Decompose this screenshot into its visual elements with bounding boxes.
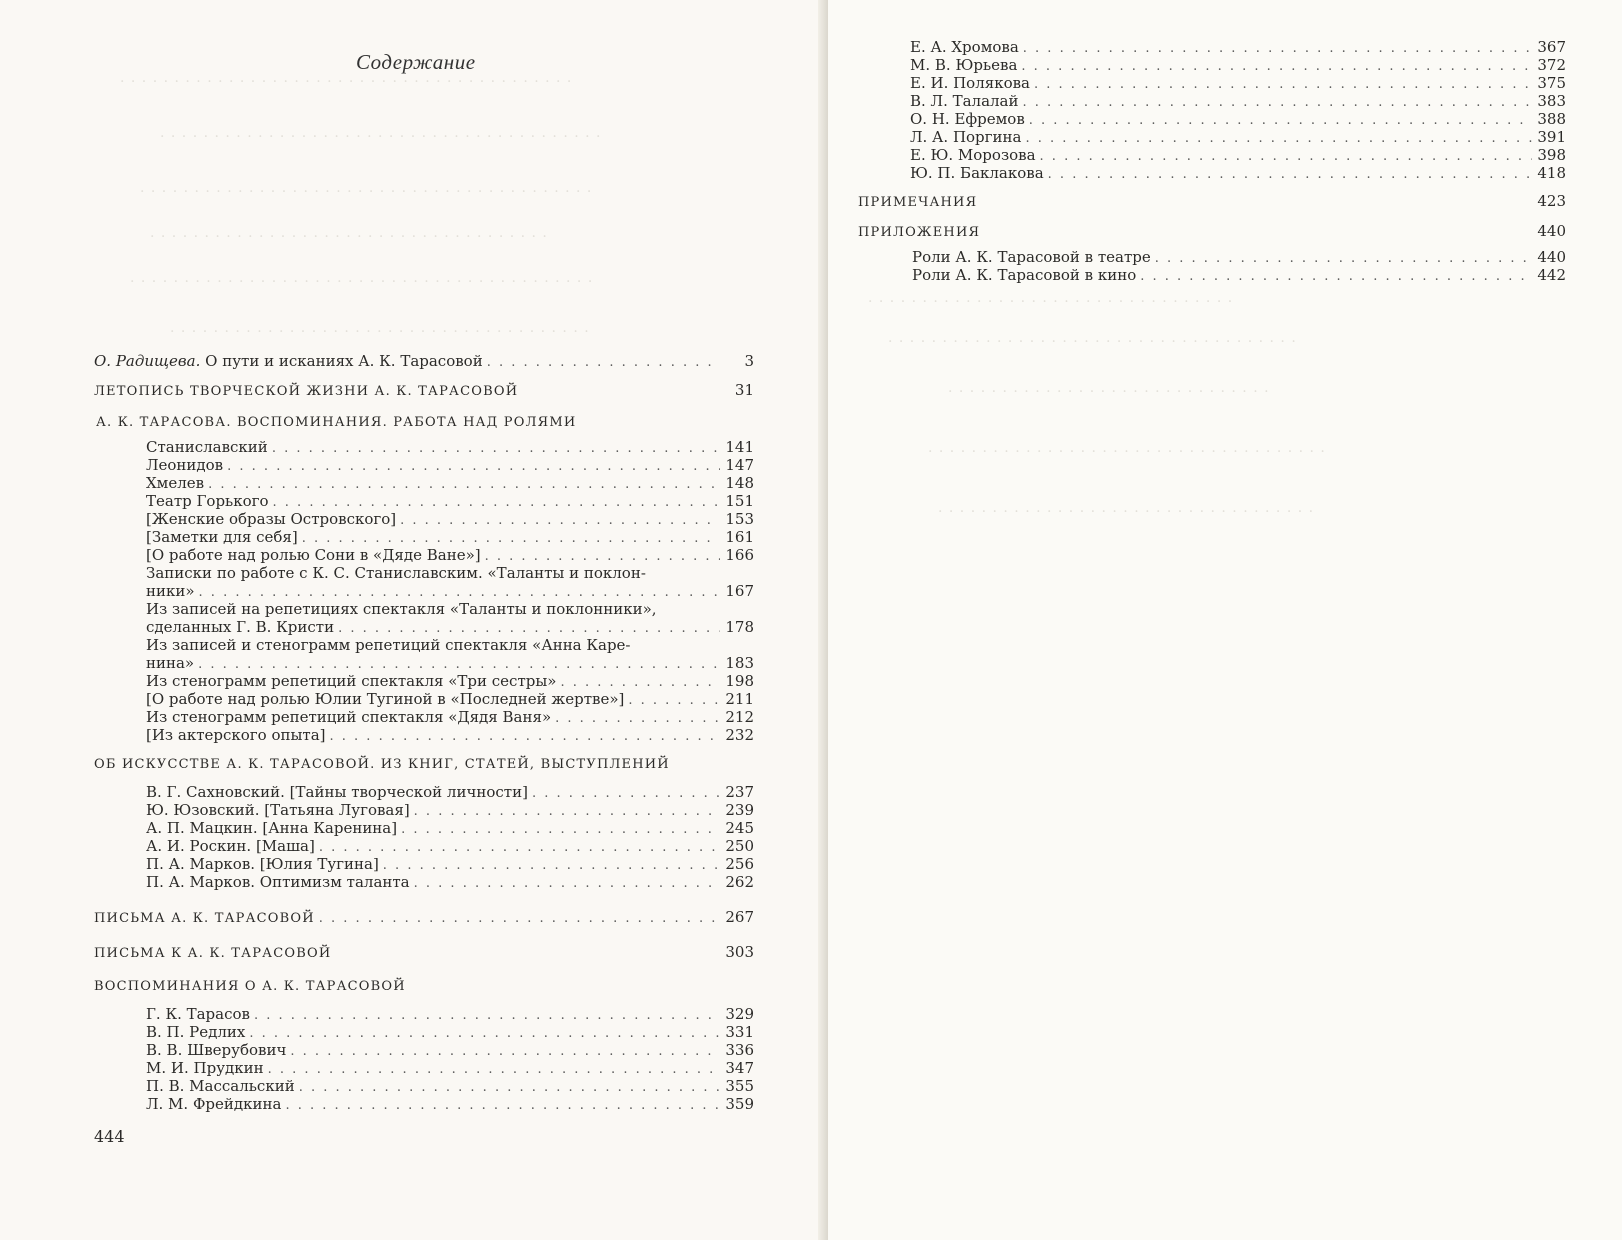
page-ref: 440 — [1537, 222, 1566, 240]
bleed-through-text: . . . . . . . . . . . . . . . . . . . . . . . . . . . . . . . . . . . . . . . . . . . — [130, 270, 594, 286]
toc-entry[interactable]: А. П. Мацкин. [Анна Каренина] . . . 245 — [146, 819, 754, 837]
toc-entry[interactable]: В. Г. Сахновский. [Тайны творческой личности] . . . 237 — [146, 783, 754, 801]
toc-entry-letters-to[interactable] — [94, 943, 754, 961]
toc-entry[interactable]: [Из актерского опыта] . . . 232 — [146, 726, 754, 744]
page-number: 444 — [94, 1127, 125, 1146]
section-title: ПРИМЕЧАНИЯ — [858, 195, 978, 210]
toc-entry-appendix[interactable] — [858, 222, 1566, 240]
bleed-through-text: . . . . . . . . . . . . . . . . . . . . . . . . . . . . . . . . . . . . . . . . . . — [140, 180, 593, 196]
bleed-through-text: . . . . . . . . . . . . . . . . . . . . . . . . . . . . . . — [948, 380, 1270, 396]
toc-entry[interactable]: Театр Горького . . . 151 — [146, 492, 754, 510]
page-ref: 31 — [734, 381, 754, 399]
toc-entry[interactable]: В. В. Шверубович . . . 336 — [146, 1041, 754, 1059]
toc-entry[interactable]: нина» . . . 183 — [146, 654, 754, 672]
bleed-through-text: . . . . . . . . . . . . . . . . . . . . . . . . . . . . . . . . . . . . . . . — [170, 320, 590, 336]
toc-entry[interactable]: [О работе над ролью Сони в «Дяде Ване»] . . . 166 — [146, 546, 754, 564]
toc-entry[interactable]: Е. И. Полякова . . . 375 — [910, 74, 1566, 92]
toc-entry[interactable]: [О работе над ролью Юлии Тугиной в «Последней жертве»] . . . 211 — [146, 690, 754, 708]
section-heading-memoirs: А. К. ТАРАСОВА. ВОСПОМИНАНИЯ. РАБОТА НАД РОЛЯМИ — [96, 415, 577, 430]
leader-dots — [487, 354, 720, 372]
section-title: ЛЕТОПИСЬ ТВОРЧЕСКОЙ ЖИЗНИ А. К. ТАРАСОВОЙ — [94, 384, 519, 399]
page-ref: 423 — [1537, 192, 1566, 210]
page-ref: 303 — [725, 943, 754, 961]
toc-entry[interactable]: Е. Ю. Морозова . . . 398 — [910, 146, 1566, 164]
toc-entry[interactable]: Ю. Юзовский. [Татьяна Луговая] . . . 239 — [146, 801, 754, 819]
toc-entry[interactable]: Леонидов . . . 147 — [146, 456, 754, 474]
toc-entry[interactable]: Роли А. К. Тарасовой в театре . . . 440 — [912, 248, 1566, 266]
intro-author: О. Радищева. — [94, 352, 201, 370]
toc-entry[interactable]: О. Н. Ефремов . . . 388 — [910, 110, 1566, 128]
toc-entry[interactable]: Е. А. Хромова . . . 367 — [910, 38, 1566, 56]
section-title: ПИСЬМА А. К. ТАРАСОВОЙ — [94, 911, 315, 926]
toc-entry[interactable]: Из стенограмм репетиций спектакля «Дядя Ваня» . . . 212 — [146, 708, 754, 726]
toc-entry[interactable]: Хмелев . . . 148 — [146, 474, 754, 492]
page-ref: 3 — [744, 352, 754, 370]
section-heading-art: ОБ ИСКУССТВЕ А. К. ТАРАСОВОЙ. ИЗ КНИГ, СТАТЕЙ, ВЫСТУПЛЕНИЙ — [94, 757, 670, 772]
toc-entry[interactable]: А. И. Роскин. [Маша] . . . 250 — [146, 837, 754, 855]
toc-entry[interactable]: Из стенограмм репетиций спектакля «Три сестры» . . . 198 — [146, 672, 754, 690]
toc-entry[interactable]: П. В. Массальский . . . 355 — [146, 1077, 754, 1095]
toc-entry[interactable]: М. В. Юрьева . . . 372 — [910, 56, 1566, 74]
toc-entry-line1: Записки по работе с К. С. Станиславским. «Таланты и поклон- — [146, 564, 646, 582]
bleed-through-text: . . . . . . . . . . . . . . . . . . . . . . . . . . . . . . . . . . . — [938, 500, 1315, 516]
bleed-through-text: . . . . . . . . . . . . . . . . . . . . . . . . . . . . . . . . . . . . . — [150, 225, 548, 241]
page-ref: 267 — [725, 908, 754, 926]
toc-entry[interactable]: [Женские образы Островского] . . . 153 — [146, 510, 754, 528]
toc-entry[interactable]: сделанных Г. В. Кристи . . . 178 — [146, 618, 754, 636]
toc-entry[interactable]: Станиславский . . . 141 — [146, 438, 754, 456]
toc-entry[interactable]: Л. А. Поргина . . . 391 — [910, 128, 1566, 146]
bleed-through-text: . . . . . . . . . . . . . . . . . . . . . . . . . . . . . . . . . . . . . . . . . — [160, 125, 602, 141]
toc-entry[interactable]: В. П. Редлих . . . 331 — [146, 1023, 754, 1041]
toc-entry-chronicle[interactable] — [94, 381, 754, 399]
toc-entry[interactable]: ники» . . . 167 — [146, 582, 754, 600]
toc-entry-letters-from[interactable] — [94, 908, 754, 926]
toc-entry[interactable]: П. А. Марков. Оптимизм таланта . . . 262 — [146, 873, 754, 891]
toc-entry[interactable]: Г. К. Тарасов . . . 329 — [146, 1005, 754, 1023]
page-title: Содержание — [356, 50, 476, 74]
toc-entry[interactable]: М. И. Прудкин . . . 347 — [146, 1059, 754, 1077]
section-title: ПИСЬМА К А. К. ТАРАСОВОЙ — [94, 946, 332, 961]
toc-entry[interactable]: Роли А. К. Тарасовой в кино . . . 442 — [912, 266, 1566, 284]
toc-entry-notes[interactable] — [858, 192, 1566, 210]
intro-title: О пути и исканиях А. К. Тарасовой — [205, 352, 483, 370]
toc-entry[interactable]: Ю. П. Баклакова . . . 418 — [910, 164, 1566, 182]
bleed-through-text: . . . . . . . . . . . . . . . . . . . . . . . . . . . . . . . . . . — [868, 290, 1234, 306]
toc-entry-line1: Из записей и стенограмм репетиций спектакля «Анна Каре- — [146, 636, 631, 654]
toc-entry[interactable]: П. А. Марков. [Юлия Тугина] . . . 256 — [146, 855, 754, 873]
right-page — [828, 0, 1622, 1240]
bleed-through-text: . . . . . . . . . . . . . . . . . . . . . . . . . . . . . . . . . . . . . . — [888, 330, 1297, 346]
section-title: ПРИЛОЖЕНИЯ — [858, 225, 981, 240]
bleed-through-text: . . . . . . . . . . . . . . . . . . . . . . . . . . . . . . . . . . . . . — [928, 440, 1326, 456]
section-heading-recollections: ВОСПОМИНАНИЯ О А. К. ТАРАСОВОЙ — [94, 979, 406, 994]
toc-entry-intro[interactable] — [94, 352, 754, 370]
toc-entry-line1: Из записей на репетициях спектакля «Таланты и поклонники», — [146, 600, 657, 618]
bleed-through-text: . . . . . . . . . . . . . . . . . . . . . . . . . . . . . . . . . . . . . . . . . . — [120, 70, 573, 86]
toc-entry[interactable]: В. Л. Талалай . . . 383 — [910, 92, 1566, 110]
leader-dots — [319, 910, 720, 928]
toc-entry[interactable]: Л. М. Фрейдкина . . . 359 — [146, 1095, 754, 1113]
toc-entry[interactable]: [Заметки для себя] . . . 161 — [146, 528, 754, 546]
